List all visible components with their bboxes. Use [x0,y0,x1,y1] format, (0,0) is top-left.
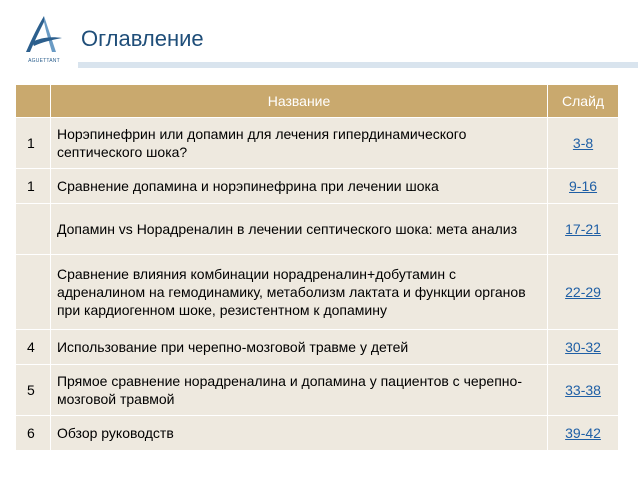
table-row [16,330,619,365]
slide-link[interactable]: 33-38 [565,382,601,398]
row-number [16,255,51,330]
header-number-cell [16,85,51,118]
table-header-row [16,85,619,118]
row-number [16,204,51,255]
header-slide: Слайд [548,85,619,118]
row-title: Прямое сравнение норадреналина и допамина у пациентов с черепно-мозговой травмой [50,365,547,416]
row-title: Норэпинефрин или допамин для лечения гипердинамического септического шока? [50,118,547,169]
row-title: Допамин vs Норадреналин в лечении септического шока: мета анализ [50,204,547,255]
slide-link[interactable]: 30-32 [565,339,601,355]
row-title: Обзор руководств [50,416,547,451]
logo-text: AGUETTANT [28,58,60,64]
table-row [16,416,619,451]
slide-link[interactable]: 3-8 [572,135,594,151]
table-row [16,255,619,330]
row-title: Использование при черепно-мозговой травме у детей [50,330,547,365]
table-row [16,365,619,416]
company-logo [18,12,70,74]
title-divider [78,62,638,68]
table-row [16,169,619,204]
page-title: Оглавление [81,26,204,51]
row-number: 6 [16,416,51,451]
slide-link[interactable]: 39-42 [565,425,601,441]
row-number: 1 [16,169,51,204]
slide-link[interactable]: 17-21 [565,221,601,237]
row-title: Сравнение допамина и норэпинефрина при лечении шока [50,169,547,204]
header-name: Название [50,85,547,118]
contents-table [15,84,619,451]
table-row [16,118,619,169]
slide-link[interactable]: 22-29 [565,284,601,300]
row-title: Сравнение влияния комбинации норадреналин+добутамин с адреналином на гемодинамику, метаболизм лактата и функции органов при кардиогенном шоке, резистентном к допамину [50,255,547,330]
row-number: 4 [16,330,51,365]
row-number: 1 [16,118,51,169]
row-number: 5 [16,365,51,416]
aguettant-logo-icon [18,12,70,58]
slide-link[interactable]: 9-16 [569,178,598,194]
table-row [16,204,619,255]
